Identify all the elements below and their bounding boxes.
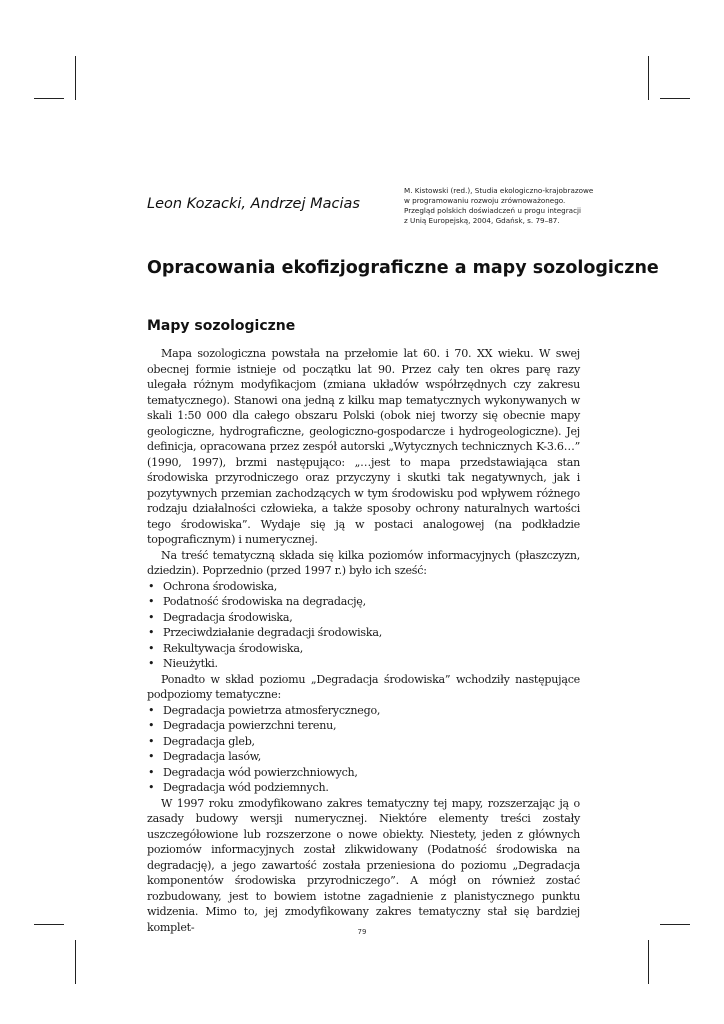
bullet-list-sublevels [147, 703, 580, 796]
body-paragraph: Na treść tematyczną składa się kilka poziomów informacyjnych (płaszczyzn, dziedzin). Poprzednio (przed 1997 r.) było ich sześć: [147, 548, 580, 577]
section-heading: Mapy sozologiczne [147, 318, 296, 334]
article-body [147, 346, 580, 935]
body-paragraph: W 1997 roku zmodyfikowano zakres tematyczny tej mapy, rozszerzając ją o zasady budowy wersji numerycznej. Niektóre elementy treści zostały uszczegółowione lub rozszerzone o nowe obiekty. Niestety, jeden z głównych poziomów informacyjnych został zlikwidowany (Podatność środowiska na degradację), a jego zawartość została przeniesiona do poziomu „Degradacja komponentów środowiska przyrodniczego”. A mógł on również zostać rozbudowany, jest to bowiem istotne zagadnienie z planistycznego punktu widzenia. Mimo to, jej zmodyfikowany zakres tematyczny stał się bardziej komplet- [147, 796, 580, 934]
page-number: 79 [357, 928, 367, 936]
list-item: • Degradacja lasów, [147, 749, 580, 765]
crop-mark-top-left-horizontal [34, 98, 64, 99]
list-item: • Podatność środowiska na degradację, [147, 594, 580, 610]
citation-line: M. Kistowski (red.), Studia ekologiczno-krajobrazowe [404, 186, 594, 195]
list-item: • Degradacja powietrza atmosferycznego, [147, 703, 580, 719]
list-item: • Nieużytki. [147, 656, 580, 672]
crop-mark-bottom-right-horizontal [660, 924, 690, 925]
list-item: • Ochrona środowiska, [147, 579, 580, 595]
crop-mark-bottom-right-vertical [648, 940, 649, 984]
body-paragraph: Ponadto w skład poziomu „Degradacja środowiska” wchodziły następujące podpoziomy tematyczne: [147, 672, 580, 701]
citation-line: w programowaniu rozwoju zrównoważonego. [404, 196, 566, 205]
list-item: • Degradacja gleb, [147, 734, 580, 750]
body-paragraph: Mapa sozologiczna powstała na przełomie lat 60. i 70. XX wieku. W swej obecnej formie istnieje od początku lat 90. Przez cały ten okres parę razy ulegała różnym modyfikacjom (zmiana układów współrzędnych czy zakresu tematycznego). Stanowi ona jedną z kilku map tematycznych wykonywanych w skali 1:50 000 dla całego obszaru Polski (obok niej tworzy się obecnie mapy geologiczne, hydrograficzne, geologiczno-gospodarcze i hydrogeologiczne). Jej definicja, opracowana przez zespół autorski „Wytycznych technicznych K-3.6…” (1990, 1997), brzmi następująco: „…jest to mapa przedstawiająca stan środowiska przyrodniczego oraz przyczyny i skutki tak negatywnych, jak i pozytywnych przemian zachodzących w tym środowisku pod wpływem różnego rodzaju działalności człowieka, a także sposoby ochrony naturalnych wartości tego środowiska”. Wydaje się ją w postaci analogowej (na podkładzie topograficznym) i numerycznej. [147, 347, 580, 546]
list-item: • Przeciwdziałanie degradacji środowiska, [147, 625, 580, 641]
list-item: • Degradacja wód powierzchniowych, [147, 765, 580, 781]
list-item: • Rekultywacja środowiska, [147, 641, 580, 657]
crop-mark-top-right-vertical [648, 56, 649, 100]
crop-mark-top-right-horizontal [660, 98, 690, 99]
source-citation [404, 186, 604, 226]
crop-mark-top-left-vertical [75, 56, 76, 100]
crop-mark-bottom-left-horizontal [34, 924, 64, 925]
list-item: • Degradacja wód podziemnych. [147, 780, 580, 796]
list-item: • Degradacja środowiska, [147, 610, 580, 626]
crop-mark-bottom-left-vertical [75, 940, 76, 984]
bullet-list-levels [147, 579, 580, 672]
citation-line: Przegląd polskich doświadczeń u progu integracji [404, 206, 582, 215]
article-title: Opracowania ekofizjograficzne a mapy sozologiczne [147, 258, 659, 278]
article-authors: Leon Kozacki, Andrzej Macias [147, 196, 360, 212]
citation-line: z Unią Europejską, 2004, Gdańsk, s. 79–87. [404, 216, 560, 225]
list-item: • Degradacja powierzchni terenu, [147, 718, 580, 734]
